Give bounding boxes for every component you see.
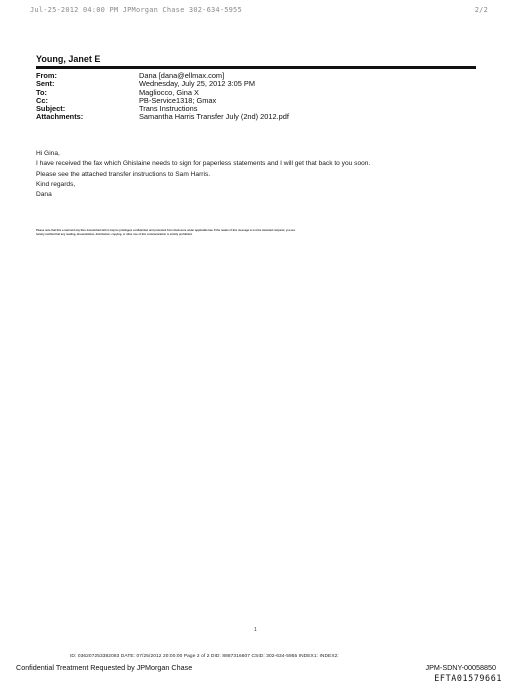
email-body xyxy=(36,149,476,200)
header-rule xyxy=(36,66,476,69)
fax-page-indicator: 2/2 xyxy=(474,6,488,14)
sender-name: Young, Janet E xyxy=(36,54,101,64)
fax-id-line: ID: 036207253382083 DATE: 07/25/2012 20:00:00 Page 2 of 2 DID: 8887316607 CSID: 302-634-5955 INDEX1: INDEX2: xyxy=(70,654,339,659)
meta-value: Trans Instructions xyxy=(139,104,198,114)
meta-label: Attachments: xyxy=(36,112,84,122)
meta-label: Cc: xyxy=(36,95,48,105)
meta-label: Subject: xyxy=(36,104,66,114)
meta-row-from xyxy=(36,72,476,80)
fax-header xyxy=(30,6,488,20)
confidential-notice: Confidential Treatment Requested by JPMorgan Chase xyxy=(16,663,193,672)
meta-value: Magliocco, Gina X xyxy=(139,87,199,97)
body-line: Kind regards, xyxy=(36,180,76,188)
email-disclaimer xyxy=(36,229,476,237)
meta-value: Wednesday, July 25, 2012 3:05 PM xyxy=(139,79,255,89)
meta-row-to xyxy=(36,89,476,97)
page-number: 1 xyxy=(254,627,257,633)
meta-value: Dana [dana@ellmax.com] xyxy=(139,71,225,80)
meta-row-attachments xyxy=(36,113,476,121)
fax-header-left: Jul-25-2012 04:00 PM JPMorgan Chase 302-634-5955 xyxy=(30,6,242,14)
meta-row-cc xyxy=(36,97,476,105)
bates-number: JPM-SDNY-00058850 xyxy=(425,663,496,672)
meta-label: Sent: xyxy=(36,79,55,89)
meta-label: To: xyxy=(36,87,47,97)
meta-row-sent xyxy=(36,80,476,88)
disclaimer-line: Please note that this e-mail and any files transmitted with it may be privileged, confidential, and protected from disclosure under applicable law. If the reader of this message is not the intended recipient, you are xyxy=(36,229,296,232)
body-line: I have received the fax which Ghislaine needs to sign for paperless statements and I will get that back to you soon. xyxy=(36,160,371,168)
body-line: Hi Gina, xyxy=(36,150,60,157)
meta-value: PB-Service1318; Gmax xyxy=(139,95,217,105)
body-line: Dana xyxy=(36,191,52,199)
email-meta xyxy=(36,72,476,122)
efta-number: EFTA01579661 xyxy=(434,673,502,683)
meta-label: From: xyxy=(36,71,57,80)
attachment-name: Samantha Harris Transfer July (2nd) 2012.pdf xyxy=(139,112,289,122)
body-line: Please see the attached transfer instructions to Sam Harris. xyxy=(36,170,211,178)
disclaimer-line: hereby notified that any reading, dissemination, distribution, copying, or other use of this communication is strictly prohibited. xyxy=(36,233,193,236)
